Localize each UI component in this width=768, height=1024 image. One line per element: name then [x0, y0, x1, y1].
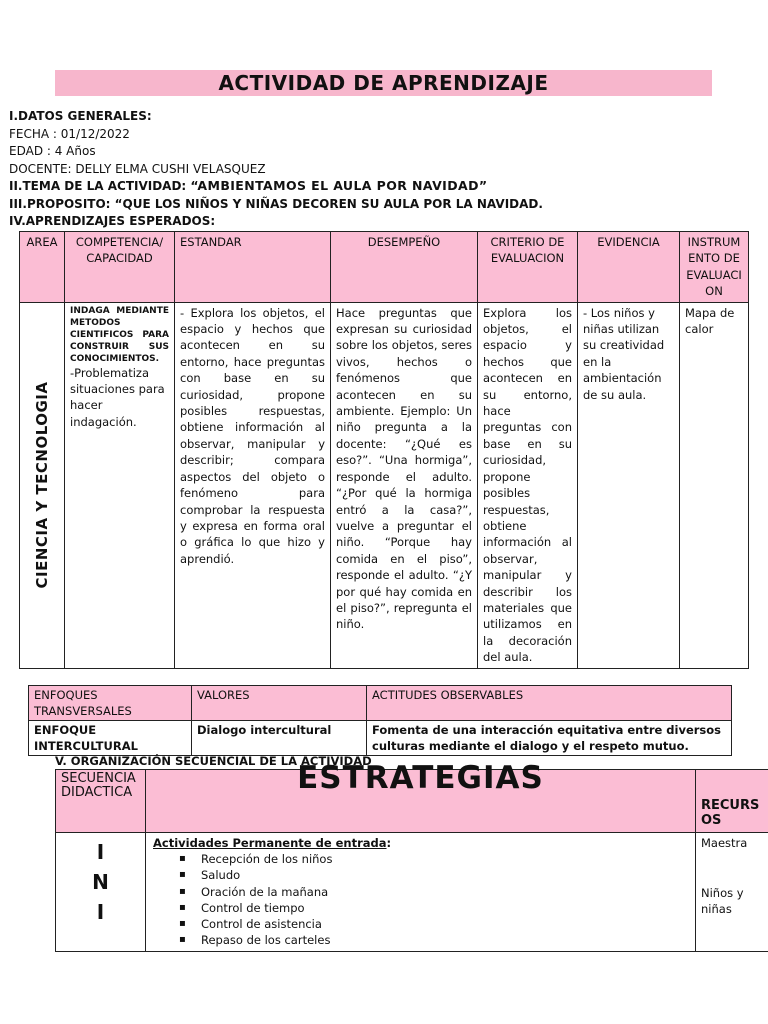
section-5-heading: V. ORGANIZACIÓN SECUENCIAL DE LA ACTIVIDAD: [55, 754, 372, 768]
tema-label: II.TEMA DE LA ACTIVIDAD:: [9, 179, 191, 193]
page-title: ACTIVIDAD DE APRENDIZAJE: [55, 70, 712, 96]
recursos-maestra: Maestra: [701, 836, 748, 850]
datos-generales-heading: I.DATOS GENERALES:: [9, 109, 152, 123]
table-header-row: [29, 686, 732, 721]
recursos-cell: [696, 833, 768, 952]
table-header-row: [20, 232, 749, 303]
fecha-line: FECHA : 01/12/2022: [9, 127, 130, 141]
table-row: [56, 833, 768, 952]
ini-cell: [56, 833, 146, 952]
enfoque-cell: ENFOQUE INTERCULTURAL: [29, 721, 192, 756]
area-vertical-label: CIENCIA Y TECNOLOGIA: [32, 381, 51, 589]
criterio-cell: Explora los objetos, el espacio y hechos que acontecen en su entorno, hace preguntas con base en su curiosidad, propone posibles respuestas, obtiene información al observar, manipular y describir los materiales que utilizamos en la decoración del aula.: [478, 302, 578, 668]
actitud-cell: Fomenta de una interacción equitativa entre diversos culturas mediante el dialogo y el respeto mutuo.: [367, 721, 732, 756]
edad-line: EDAD : 4 Años: [9, 144, 96, 158]
list-item: ▪ Recepción de los niños: [201, 851, 690, 867]
list-item: ▪ Control de tiempo: [201, 900, 690, 916]
header-valores: VALORES: [192, 686, 367, 721]
ini-letter: I: [96, 840, 105, 864]
table-header-row: [56, 770, 768, 833]
header-desempeno: DESEMPEÑO: [331, 232, 478, 303]
competencia-text: -Problematiza situaciones para hacer indagación.: [70, 365, 165, 429]
activities-cell: [146, 833, 696, 952]
activities-title-colon: :: [386, 836, 392, 850]
instrumento-cell: Mapa de calor: [680, 302, 749, 668]
header-competencia: COMPETENCIA/ CAPACIDAD: [65, 232, 175, 303]
aprendizajes-table: [19, 231, 749, 669]
header-instrumento: INSTRUM ENTO DE EVALUACI ON: [680, 232, 749, 303]
aprendizajes-heading: IV.APRENDIZAJES ESPERADOS:: [9, 214, 216, 228]
table-row: [20, 302, 749, 668]
activities-list: [153, 851, 690, 949]
header-evidencia: EVIDENCIA: [578, 232, 680, 303]
header-actitudes: ACTITUDES OBSERVABLES: [367, 686, 732, 721]
evidencia-cell: - Los niños y niñas utilizan su creatividad en la ambientación de su aula.: [578, 302, 680, 668]
list-item: ▪ Repaso de los carteles: [201, 932, 690, 948]
valor-cell: Dialogo intercultural: [192, 721, 367, 756]
header-estandar: ESTANDAR: [175, 232, 331, 303]
header-enfoques: ENFOQUES TRANSVERSALES: [29, 686, 192, 721]
header-area: AREA: [20, 232, 65, 303]
area-cell: [20, 302, 65, 668]
header-criterio: CRITERIO DE EVALUACION: [478, 232, 578, 303]
proposito-line: III.PROPOSITO: “QUE LOS NIÑOS Y NIÑAS DECOREN SU AULA POR LA NAVIDAD.: [9, 197, 543, 211]
header-estrategias: ESTRATEGIAS: [146, 770, 696, 833]
table-row: [29, 721, 732, 756]
tema-line: [9, 178, 487, 194]
ini-letter: N: [92, 870, 109, 894]
recursos-ninos: Niños y niñas: [701, 886, 744, 916]
activities-title-text: Actividades Permanente de entrada: [153, 836, 387, 850]
header-secuencia: SECUENCIA DIDACTICA: [56, 770, 146, 833]
docente-line: DOCENTE: DELLY ELMA CUSHI VELASQUEZ: [9, 162, 266, 176]
competencia-cell: [65, 302, 175, 668]
list-item: ▪ Saludo: [201, 867, 690, 883]
ini-letter: I: [96, 900, 105, 924]
list-item: ▪ Oración de la mañana: [201, 884, 690, 900]
header-recursos: RECURSOS: [696, 770, 768, 833]
enfoques-table: [28, 685, 732, 756]
tema-value: “AMBIENTAMOS EL AULA POR NAVIDAD”: [190, 178, 488, 193]
competencia-title: INDAGA MEDIANTE METODOS CIENTIFICOS PARA CONSTRUIR SUS CONOCIMIENTOS.: [70, 305, 169, 364]
estandar-cell: - Explora los objetos, el espacio y hechos que acontecen en su entorno, hace preguntas con base en su curiosidad, propone posibles respuestas, obtiene información al observar, manipular y describir; compara aspectos del objeto o fenómeno para comprobar la respuesta y expresa en forma oral o gráfica lo que hizo y aprendió.: [175, 302, 331, 668]
list-item: ▪ Control de asistencia: [201, 916, 690, 932]
desempeno-cell: Hace preguntas que expresan su curiosidad sobre los objetos, seres vivos, hechos o fenómenos que acontecen en su ambiente. Ejemplo: Un niño pregunta a la docente: “¿Qué es eso?”. “Una hormiga”, responde el adulto. “¿Por qué la hormiga entró a la casa?”, vuelve a preguntar el niño. “Porque hay comida en el piso”, responde el adulto. “¿Y por qué hay comida en el piso?”, repregunta el niño.: [331, 302, 478, 668]
activities-title: [153, 835, 690, 851]
